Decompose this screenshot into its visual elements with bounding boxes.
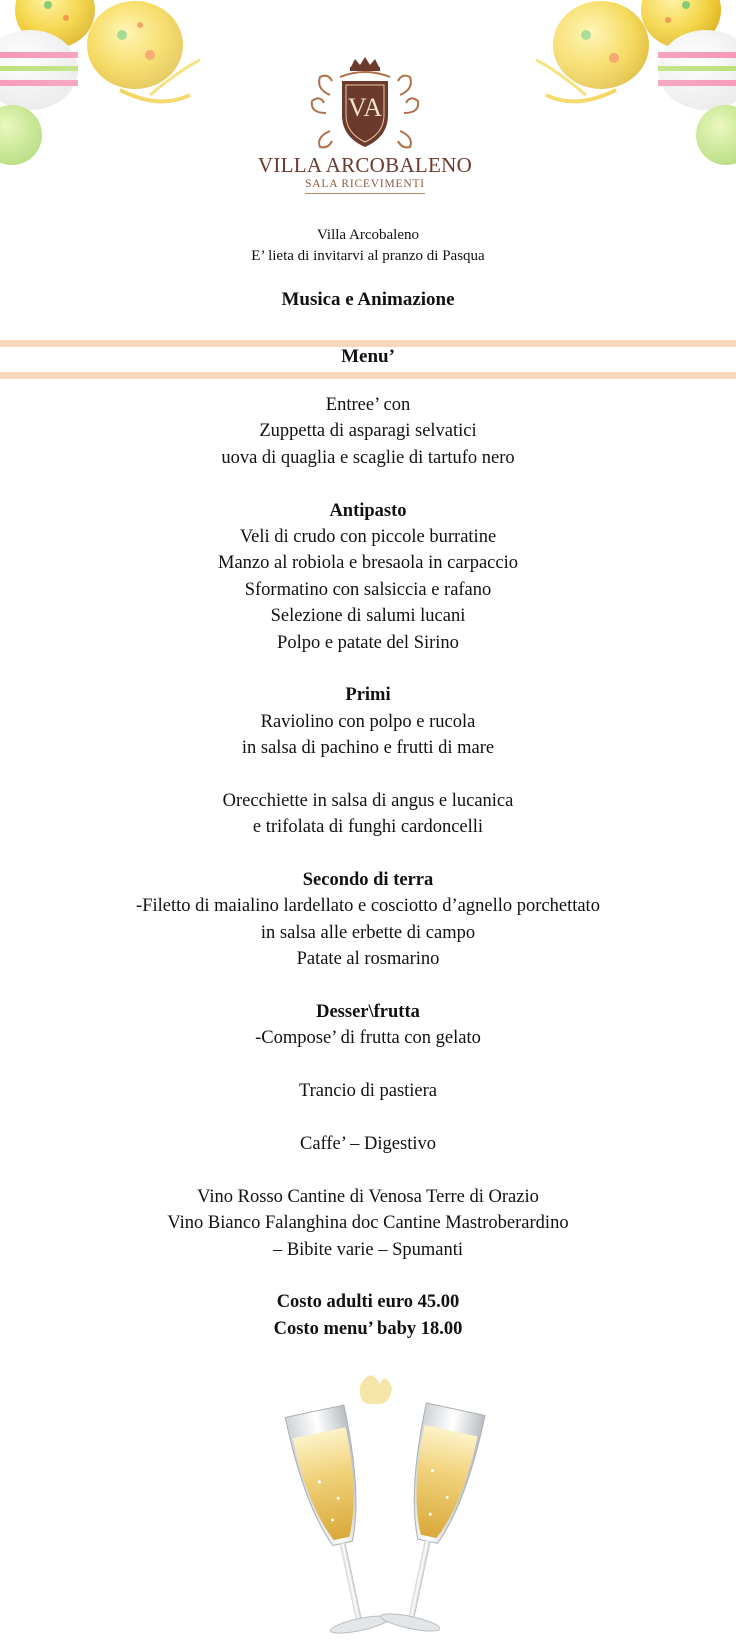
menu-band-bottom bbox=[0, 372, 736, 379]
menu-item: Veli di crudo con piccole burratine bbox=[239, 526, 497, 547]
menu-item: uova di quaglia e scaglie di tartufo nero bbox=[221, 447, 515, 468]
menu-spacer bbox=[0, 1157, 736, 1183]
menu-spacer bbox=[0, 841, 736, 867]
easter-eggs-right-image bbox=[536, 0, 736, 190]
menu-item: Entree’ con bbox=[325, 395, 411, 415]
entertainment-heading: Musica e Animazione bbox=[281, 289, 455, 310]
menu-item: Sformatino con salsiccia e rafano bbox=[244, 579, 492, 600]
menu-item: in salsa alle erbette di campo bbox=[260, 922, 476, 943]
menu-item: Manzo al robiola e bresaola in carpaccio bbox=[218, 553, 518, 574]
menu-section-heading: Costo menu’ baby 18.00 bbox=[273, 1318, 463, 1339]
menu-item: – Bibite varie – Spumanti bbox=[272, 1239, 464, 1260]
intro-line-1: Villa Arcobaleno bbox=[317, 227, 419, 243]
menu-item: e trifolata di funghi cardoncelli bbox=[252, 817, 484, 838]
brand-name: VILLA ARCOBALENO bbox=[257, 153, 473, 177]
menu-section-heading: Desser\frutta bbox=[316, 1001, 420, 1022]
menu-section-heading: Costo adulti euro 45.00 bbox=[276, 1292, 460, 1313]
menu-spacer bbox=[0, 1052, 736, 1078]
menu-item: Caffe’ – Digestivo bbox=[300, 1133, 436, 1154]
menu-item: Patate al rosmarino bbox=[296, 949, 440, 970]
easter-eggs-icon bbox=[0, 0, 200, 190]
menu-item: in salsa di pachino e frutti di mare bbox=[241, 738, 495, 759]
easter-eggs-icon bbox=[536, 0, 736, 190]
menu-item: Polpo e patate del Sirino bbox=[277, 632, 459, 653]
brand-subtitle: SALA RICEVIMENTI bbox=[305, 178, 425, 190]
menu-title: Menu’ bbox=[341, 346, 395, 367]
menu-spacer bbox=[0, 761, 736, 787]
menu-section-heading: Primi bbox=[345, 685, 391, 706]
menu-item: -Filetto di maialino lardellato e cosciotto d’agnello porchettato bbox=[136, 896, 600, 917]
easter-eggs-left-image bbox=[0, 0, 200, 190]
menu-item: Trancio di pastiera bbox=[298, 1081, 438, 1102]
menu-spacer bbox=[0, 471, 736, 497]
intro bbox=[0, 225, 736, 267]
menu-spacer bbox=[0, 1105, 736, 1131]
menu-item: Vino Bianco Falanghina doc Cantine Mastroberardino bbox=[167, 1213, 569, 1234]
menu-spacer bbox=[0, 1263, 736, 1289]
divider bbox=[305, 193, 425, 194]
menu-spacer bbox=[0, 973, 736, 999]
menu-item: -Compose’ di frutta con gelato bbox=[255, 1028, 481, 1049]
menu-body bbox=[0, 392, 736, 1342]
menu-item: Zuppetta di asparagi selvatici bbox=[259, 421, 477, 442]
intro-line-2: E’ lieta di invitarvi al pranzo di Pasqua bbox=[251, 248, 485, 264]
champagne-toast-icon bbox=[250, 1366, 550, 1646]
champagne-image bbox=[250, 1366, 550, 1646]
logo-monogram: VA bbox=[347, 93, 383, 122]
menu-item: Selezione di salumi lucani bbox=[270, 606, 466, 627]
menu-spacer bbox=[0, 656, 736, 682]
menu-item: Vino Rosso Cantine di Venosa Terre di Orazio bbox=[197, 1186, 539, 1207]
menu-section-heading: Antipasto bbox=[329, 500, 407, 521]
menu-item: Orecchiette in salsa di angus e lucanica bbox=[222, 790, 514, 811]
menu-item: Raviolino con polpo e rucola bbox=[260, 711, 476, 732]
menu-section-heading: Secondo di terra bbox=[302, 870, 434, 891]
